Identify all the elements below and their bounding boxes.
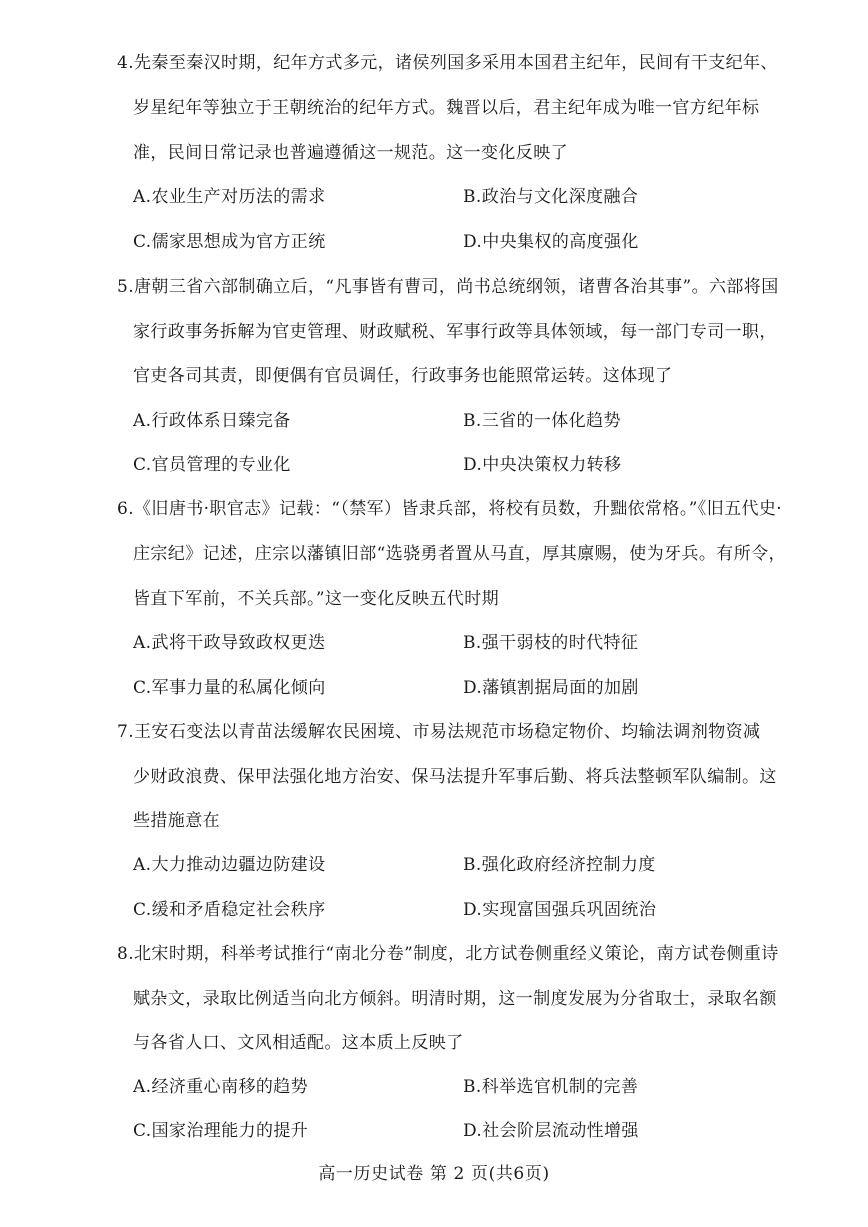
question-6-option-c: C.军事力量的私属化倾向 xyxy=(133,678,326,698)
question-4-option-d: D.中央集权的高度强化 xyxy=(463,232,639,252)
footer-total-pages: 6 xyxy=(513,1164,525,1184)
question-7-option-b: B.强化政府经济控制力度 xyxy=(463,855,656,875)
question-7-stem-line-2: 少财政浪费、保甲法强化地方治安、保马法提升军事后勤、将兵法整顿军队编制。这 xyxy=(133,767,777,787)
question-5-stem-line-3: 官吏各司其责，即便偶有官员调任，行政事务也能照常运转。这体现了 xyxy=(133,366,673,386)
question-6-stem-line-2: 庄宗纪》记述，庄宗以藩镇旧部“选骁勇者置从马直，厚其廪赐，使为牙兵。有所令， xyxy=(133,544,786,564)
question-7-stem-line-1: 7.王安石变法以青苗法缓解农民困境、市易法规范市场稳定物价、均输法调剂物资减 xyxy=(117,722,761,742)
question-5-option-c: C.官员管理的专业化 xyxy=(133,455,291,475)
question-5-option-b: B.三省的一体化趋势 xyxy=(463,411,621,431)
footer-suffix: 页) xyxy=(524,1164,550,1184)
question-6-option-d: D.藩镇割据局面的加剧 xyxy=(463,678,639,698)
page-footer xyxy=(0,1162,868,1186)
question-6-stem-line-1: 6.《旧唐书·职官志》记载：“（禁军）皆隶兵部，将校有员数，升黜依常格。”《旧五代史· xyxy=(117,499,783,519)
question-5-option-a: A.行政体系日臻完备 xyxy=(133,411,291,431)
question-7-option-a: A.大力推动边疆边防建设 xyxy=(133,855,326,875)
footer-prefix: 高一历史试卷 第 xyxy=(318,1164,448,1184)
question-4-stem-line-2: 岁星纪年等独立于王朝统治的纪年方式。魏晋以后，君主纪年成为唯一官方纪年标 xyxy=(133,98,760,118)
question-5-stem-line-2: 家行政事务拆解为官吏管理、财政赋税、军事行政等具体领域，每一部门专司一职， xyxy=(133,322,777,342)
question-4-option-b: B.政治与文化深度融合 xyxy=(463,187,639,207)
question-4-stem-line-3: 准，民间日常记录也普遍遵循这一规范。这一变化反映了 xyxy=(133,143,568,163)
question-4-option-c: C.儒家思想成为官方正统 xyxy=(133,232,326,252)
footer-page-number: 2 xyxy=(453,1164,465,1184)
question-7-option-c: C.缓和矛盾稳定社会秩序 xyxy=(133,900,326,920)
question-7-stem-line-3: 些措施意在 xyxy=(133,811,220,831)
question-4-option-a: A.农业生产对历法的需求 xyxy=(133,187,326,207)
question-8-stem-line-2: 赋杂文，录取比例适当向北方倾斜。明清时期，这一制度发展为分省取士，录取名额 xyxy=(133,989,777,1009)
question-5-option-d: D.中央决策权力转移 xyxy=(463,455,622,475)
question-8-option-b: B.科举选官机制的完善 xyxy=(463,1077,639,1097)
question-4-stem-line-1: 4.先秦至秦汉时期，纪年方式多元，诸侯列国多采用本国君主纪年，民间有干支纪年、 xyxy=(117,53,778,73)
question-6-option-b: B.强干弱枝的时代特征 xyxy=(463,633,639,653)
question-8-stem-line-1: 8.北宋时期，科举考试推行“南北分卷”制度，北方试卷侧重经义策论，南方试卷侧重诗 xyxy=(117,944,779,964)
question-8-option-d: D.社会阶层流动性增强 xyxy=(463,1121,639,1141)
footer-middle: 页(共 xyxy=(470,1164,514,1184)
question-7-option-d: D.实现富国强兵巩固统治 xyxy=(463,900,657,920)
question-6-stem-line-3: 皆直下军前，不关兵部。”这一变化反映五代时期 xyxy=(133,589,499,609)
question-6-option-a: A.武将干政导致政权更迭 xyxy=(133,633,326,653)
question-5-stem-line-1: 5.唐朝三省六部制确立后，“凡事皆有曹司，尚书总统纲领，诸曹各治其事”。六部将国 xyxy=(117,277,779,297)
question-8-option-a: A.经济重心南移的趋势 xyxy=(133,1077,309,1097)
question-8-option-c: C.国家治理能力的提升 xyxy=(133,1121,309,1141)
question-8-stem-line-3: 与各省人口、文风相适配。这本质上反映了 xyxy=(133,1033,464,1053)
